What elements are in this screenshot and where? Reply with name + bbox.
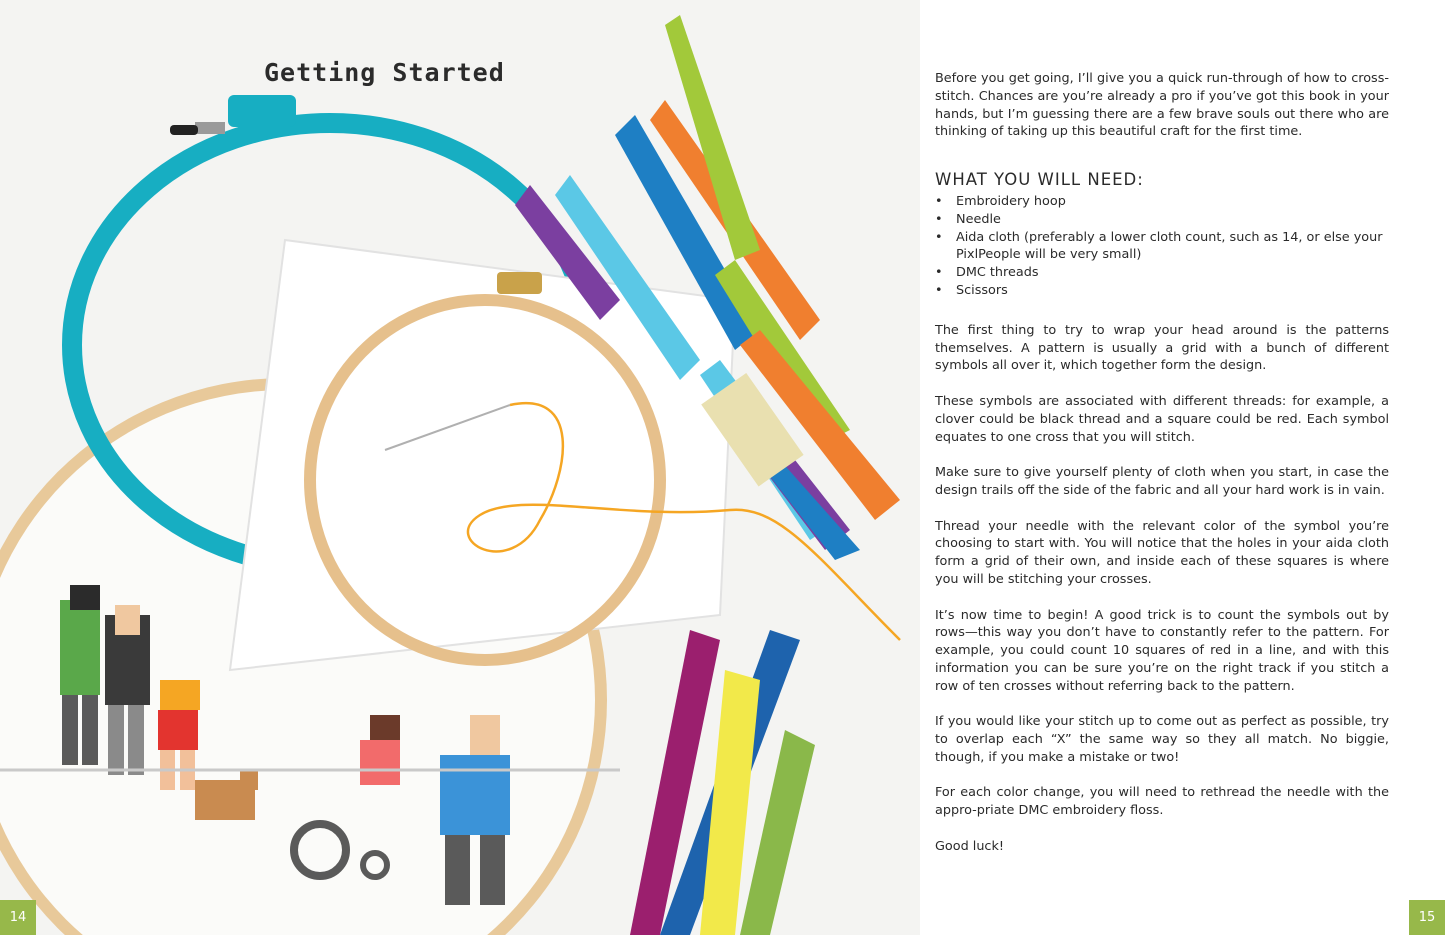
intro-paragraph: Before you get going, I’ll give you a quick run-through of how to cross-stitch. Chances are you’re already a pro if you’ve got this book in your hands, but I’m guessing there are a few brave souls out there who are thinking of taking up this beautiful craft for the first time.	[935, 71, 1389, 140]
right-page	[920, 0, 1445, 935]
paragraph-symbols: These symbols are associated with different threads: for example, a clover could be black thread and a square could be red. Each symbol equates to one cross that you will stitch.	[935, 393, 1389, 445]
page-number-right: 15	[1409, 900, 1445, 935]
section-heading: WHAT YOU WILL NEED:	[935, 170, 1144, 190]
paragraph-thread: Thread your needle with the relevant color of the symbol you’re choosing to start with. You will notice that the holes in your aida cloth form a grid of their own, and inside each of these squares is where you will be stitching your crosses.	[935, 518, 1389, 587]
paragraph-begin: It’s now time to begin! A good trick is to count the symbols out by rows—this way you don’t have to constantly refer to the pattern. For example, you could count 10 squares of red in a line, and with this information you can be sure you’re on the right track if you stitch a row of ten crosses without referring back to the pattern.	[935, 607, 1389, 694]
paragraph-patterns: The first thing to try to wrap your head around is the patterns themselves. A pattern is usually a grid with a bunch of different symbols all over it, which together form the design.	[935, 322, 1389, 374]
paragraph-color-change: For each color change, you will need to rethread the needle with the appro-priate DMC embroidery floss.	[935, 785, 1389, 819]
list-item: • Aida cloth (preferably a lower cloth count, such as 14, or else your PixlPeople will be very small)	[935, 229, 1389, 265]
page-title: Getting Started	[264, 58, 505, 87]
list-item: • DMC threads	[935, 264, 1389, 282]
text-column	[935, 70, 1389, 873]
list-item: • Embroidery hoop	[935, 193, 1389, 211]
list-item: • Scissors	[935, 282, 1389, 300]
list-item: • Needle	[935, 211, 1389, 229]
paragraph-good-luck: Good luck!	[935, 838, 1005, 854]
paragraph-cloth: Make sure to give yourself plenty of cloth when you start, in case the design trails off the side of the fabric and all your hard work is in vain.	[935, 465, 1389, 498]
thread-skeins-bottom	[630, 630, 815, 935]
paragraph-overlap: If you would like your stitch up to come out as perfect as possible, try to overlap each “X” the same way so they all match. No biggie, though, if you make a mistake or two!	[935, 714, 1389, 765]
supplies-list	[935, 193, 1389, 300]
page-number-left: 14	[0, 900, 36, 935]
